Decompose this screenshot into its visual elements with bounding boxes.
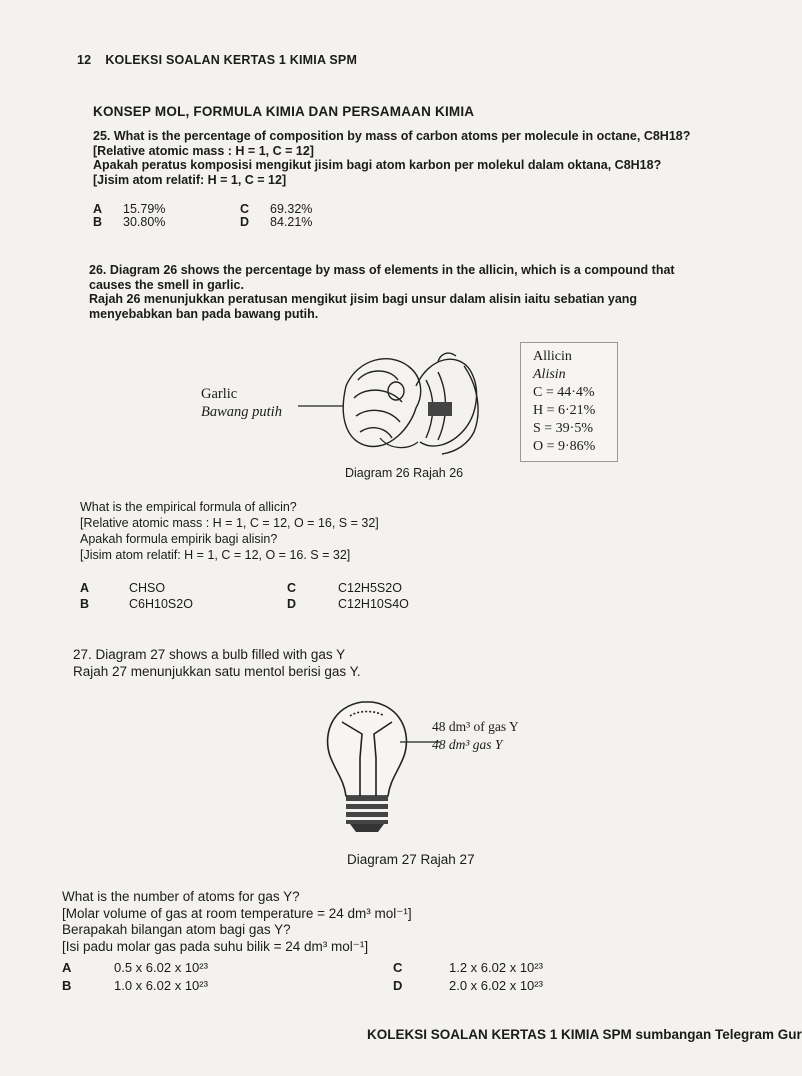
q26-option-c: C C12H5S2O <box>287 581 402 595</box>
q26-ask3: Apakah formula empirik bagi alisin? <box>80 532 278 546</box>
q27-option-a: A 0.5 x 6.02 x 10²³ <box>62 960 208 975</box>
q26-line2: causes the smell in garlic. <box>89 277 244 292</box>
q25-option-b: B 30.80% <box>93 215 166 229</box>
q25-line1: 25. What is the percentage of composition by mass of carbon atoms per molecule in octane, C8H18? <box>93 129 691 143</box>
diagram-27-caption: Diagram 27 Rajah 27 <box>347 852 475 867</box>
q25-line3: Apakah peratus komposisi mengikut jisim bagi atom karbon per molekul dalam oktana, C8H18? <box>93 158 662 172</box>
q26-ask1: What is the empirical formula of allicin? <box>80 500 297 514</box>
q27-line2: Rajah 27 menunjukkan satu mentol berisi gas Y. <box>73 664 361 679</box>
section-title: KONSEP MOL, FORMULA KIMIA DAN PERSAMAAN KIMIA <box>93 104 475 119</box>
q27-line1: 27. Diagram 27 shows a bulb filled with gas Y <box>73 647 346 662</box>
allicin-title: Allicin <box>533 349 572 364</box>
page-number: 12 <box>77 53 92 67</box>
allicin-sulfur: S = 39·5% <box>533 421 594 436</box>
bulb-label-ms: 48 dm³ gas Y <box>432 737 503 752</box>
allicin-hydrogen: H = 6·21% <box>533 403 596 418</box>
q25-option-a: A 15.79% <box>93 202 166 216</box>
q27-option-b: B 1.0 x 6.02 x 10²³ <box>62 978 208 993</box>
diagram-26-caption: Diagram 26 Rajah 26 <box>345 466 464 480</box>
allicin-title-ms: Alisin <box>533 367 566 382</box>
q25-option-d: D 84.21% <box>240 215 313 229</box>
q26-option-b: B C6H10S2O <box>80 597 193 611</box>
book-title: KOLEKSI SOALAN KERTAS 1 KIMIA SPM <box>105 53 358 67</box>
q26-option-a: A CHSO <box>80 581 166 595</box>
q26-ask2: [Relative atomic mass : H = 1, C = 12, O = 16, S = 32] <box>80 516 379 530</box>
garlic-illustration <box>298 346 498 464</box>
page-footer: KOLEKSI SOALAN KERTAS 1 KIMIA SPM sumbangan Telegram Gur <box>367 1027 802 1042</box>
page-header <box>77 53 357 67</box>
q27-text <box>73 646 361 680</box>
allicin-carbon: C = 44·4% <box>533 385 595 400</box>
q27-ask <box>62 889 412 955</box>
q26-ask4: [Jisim atom relatif: H = 1, C = 12, O = 16. S = 32] <box>80 548 351 562</box>
garlic-label: Garlic <box>201 386 238 402</box>
q27-ask3: Berapakah bilangan atom bagi gas Y? <box>62 922 291 937</box>
q27-option-c: C 1.2 x 6.02 x 10²³ <box>393 960 543 975</box>
q26-line3: Rajah 26 menunjukkan peratusan mengikut jisim bagi unsur dalam alisin iaitu sebatian yang <box>89 292 638 306</box>
q26-text <box>89 263 675 321</box>
allicin-composition-box <box>520 342 618 462</box>
q25-line2: [Relative atomic mass : H = 1, C = 12] <box>93 143 314 158</box>
q27-ask2: [Molar volume of gas at room temperature = 24 dm³ mol⁻¹] <box>62 905 412 921</box>
q25-line4: [Jisim atom relatif: H = 1, C = 12] <box>93 172 287 187</box>
q27-ask1: What is the number of atoms for gas Y? <box>62 889 300 904</box>
garlic-label-ms: Bawang putih <box>201 404 282 420</box>
q25-text <box>93 129 690 187</box>
q26-option-d: D C12H10S4O <box>287 597 409 611</box>
allicin-oxygen: O = 9·86% <box>533 439 596 454</box>
q26-line4: menyebabkan ban pada bawang putih. <box>89 306 319 321</box>
q26-ask <box>80 499 379 563</box>
bulb-label-en: 48 dm³ of gas Y <box>432 719 519 734</box>
q27-ask4: [Isi padu molar gas pada suhu bilik = 24 dm³ mol⁻¹] <box>62 938 369 954</box>
q25-option-c: C 69.32% <box>240 202 313 216</box>
q26-line1: 26. Diagram 26 shows the percentage by mass of elements in the allicin, which is a compound that <box>89 263 675 277</box>
bulb-illustration <box>320 698 440 838</box>
q27-option-d: D 2.0 x 6.02 x 10²³ <box>393 978 543 993</box>
